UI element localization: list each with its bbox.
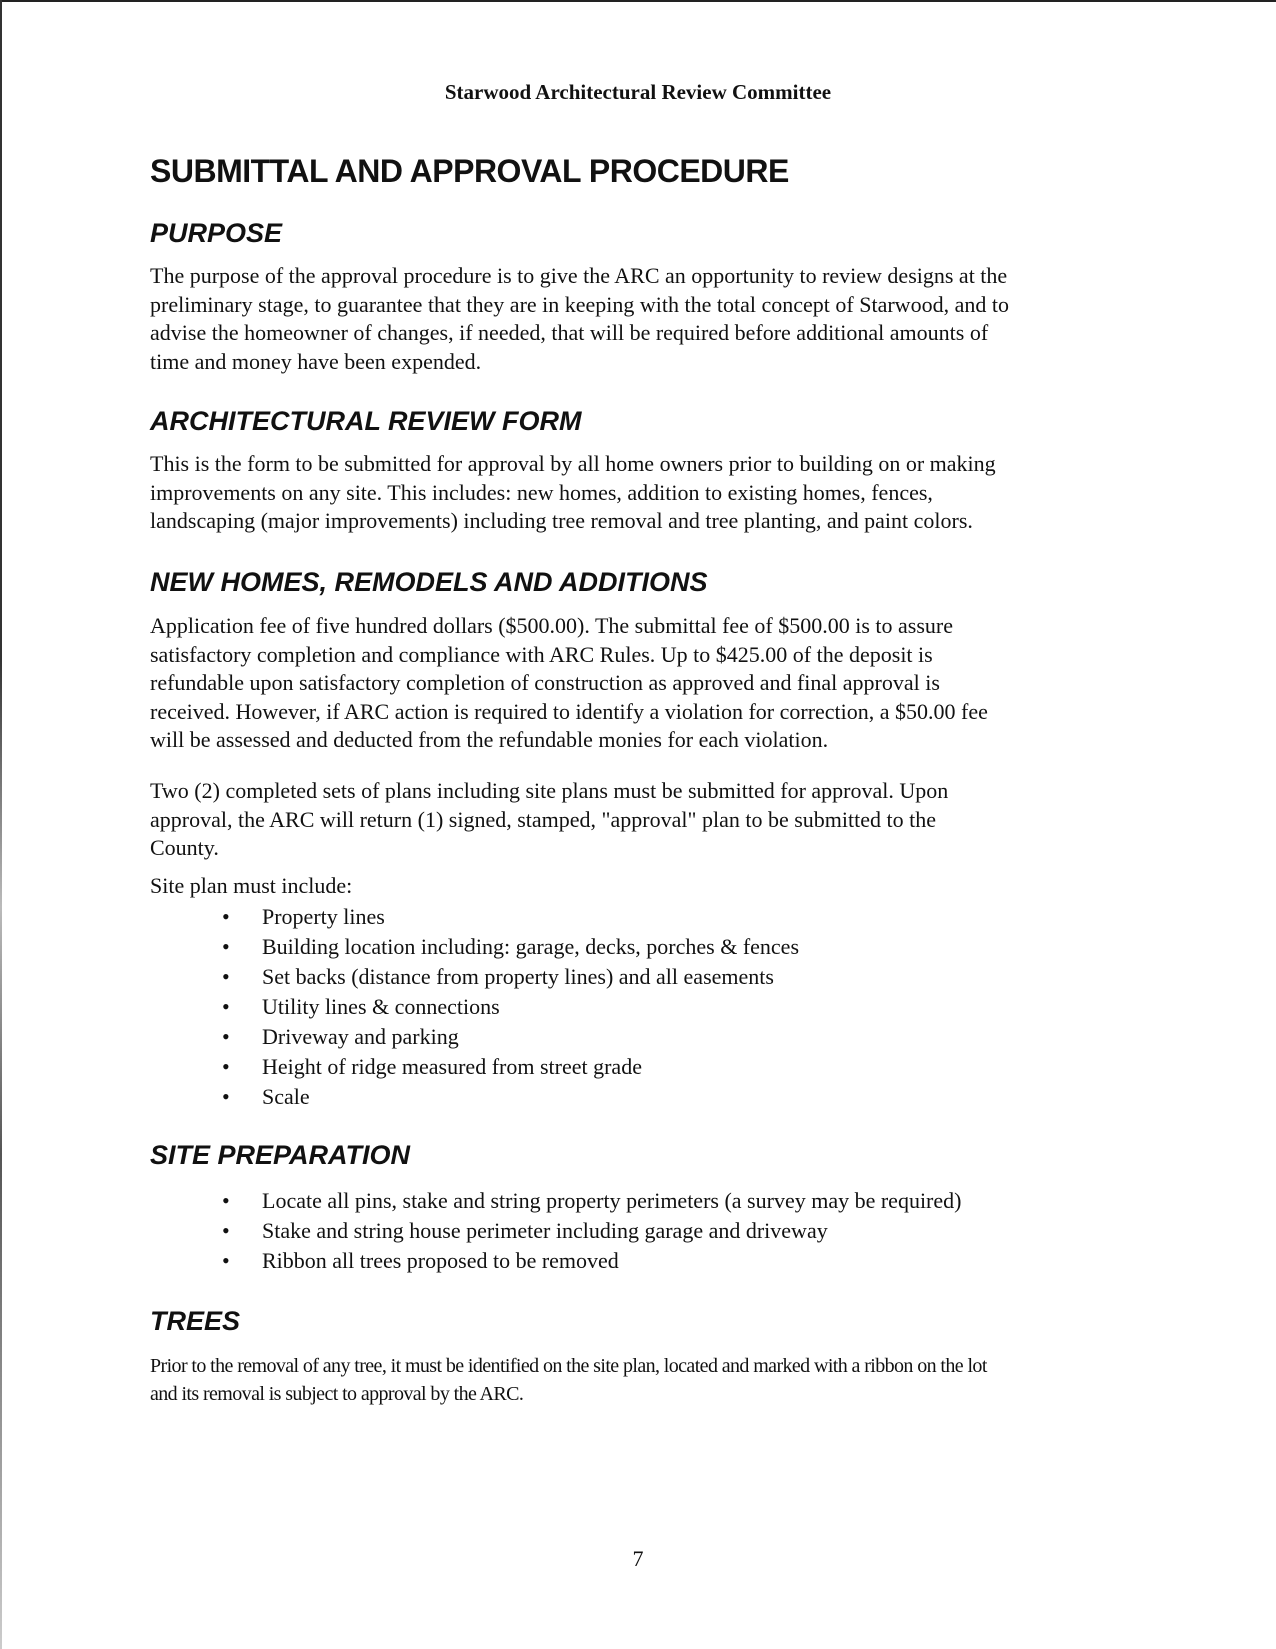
bullet-icon: • (222, 1084, 230, 1109)
bullet-icon: • (222, 1248, 230, 1273)
bullet-icon: • (222, 1188, 230, 1213)
paragraph-line: time and money have been expended. (150, 348, 482, 374)
paragraph-line: landscaping (major improvements) including tree removal and tree planting, and paint colors. (150, 508, 973, 533)
paragraph-line: satisfactory completion and compliance with ARC Rules. Up to $425.00 of the deposit is (150, 641, 933, 667)
paragraph-line: will be assessed and deducted from the refundable monies for each violation. (150, 727, 829, 752)
list-item (222, 1052, 799, 1082)
heading-new-homes: NEW HOMES, REMODELS AND ADDITIONS (150, 567, 708, 597)
paragraph-fees (150, 612, 1130, 755)
list-item (222, 1216, 961, 1246)
list-item (222, 1246, 961, 1276)
heading-review-form: ARCHITECTURAL REVIEW FORM (150, 406, 582, 436)
list-item-text: Utility lines & connections (262, 994, 500, 1019)
page-title: SUBMITTAL AND APPROVAL PROCEDURE (150, 153, 789, 189)
list-item-text: Driveway and parking (262, 1024, 459, 1049)
list-item-text: Property lines (262, 904, 385, 929)
bullet-icon: • (222, 994, 230, 1019)
list-item-text: Height of ridge measured from street grade (262, 1054, 642, 1079)
paragraph-line: This is the form to be submitted for approval by all home owners prior to building on or making (150, 451, 996, 476)
paragraph-line: refundable upon satisfactory completion of construction as approved and final approval is (150, 670, 940, 695)
paragraph-line: received. However, if ARC action is required to identify a violation for correction, a $50.00 fee (150, 698, 988, 724)
list-item (222, 1022, 799, 1052)
list-item-text: Stake and string house perimeter including garage and driveway (262, 1218, 828, 1243)
running-header: Starwood Architectural Review Committee (444, 80, 832, 104)
paragraph-line: approval, the ARC will return (1) signed, stamped, "approval" plan to be submitted to the (150, 806, 936, 832)
scan-edge-top (0, 0, 1276, 2)
site-plan-intro: Site plan must include: (150, 873, 353, 898)
site-plan-list (222, 902, 799, 1112)
paragraph-line: advise the homeowner of changes, if needed, that will be required before additional amounts of (150, 320, 989, 345)
heading-site-preparation: SITE PREPARATION (150, 1140, 411, 1170)
scan-edge-left (0, 0, 2, 1649)
paragraph-line: and its removal is subject to approval by the ARC. (150, 1383, 524, 1405)
heading-trees: TREES (150, 1306, 241, 1336)
paragraph-line: County. (150, 835, 219, 860)
heading-purpose: PURPOSE (150, 218, 283, 248)
site-preparation-list (222, 1186, 961, 1276)
list-item (222, 992, 799, 1022)
paragraph-line: improvements on any site. This includes: new homes, addition to existing homes, fences, (150, 479, 933, 505)
bullet-icon: • (222, 934, 230, 959)
list-item-text: Locate all pins, stake and string property perimeters (a survey may be required) (262, 1188, 962, 1213)
list-item (222, 962, 799, 992)
bullet-icon: • (222, 964, 230, 989)
bullet-icon: • (222, 904, 230, 929)
paragraph-trees (150, 1352, 1130, 1408)
paragraph-line: Application fee of five hundred dollars ($500.00). The submittal fee of $500.00 is to assure (150, 613, 954, 638)
list-item (222, 932, 799, 962)
paragraph-line: Prior to the removal of any tree, it must be identified on the site plan, located and marked with a ribbon on the lot (150, 1355, 987, 1377)
paragraph-line: preliminary stage, to guarantee that they are in keeping with the total concept of Starwood, and to (150, 291, 1009, 317)
list-item-text: Building location including: garage, decks, porches & fences (262, 934, 800, 959)
list-item (222, 902, 799, 932)
paragraph-line: The purpose of the approval procedure is to give the ARC an opportunity to review designs at the (150, 263, 1008, 288)
paragraph-review-form (150, 450, 1130, 536)
paragraph-line: Two (2) completed sets of plans including site plans must be submitted for approval. Upon (150, 778, 949, 803)
list-item-text: Ribbon all trees proposed to be removed (262, 1248, 619, 1273)
bullet-icon: • (222, 1218, 230, 1243)
bullet-icon: • (222, 1024, 230, 1049)
paragraph-plans (150, 777, 1130, 863)
bullet-icon: • (222, 1054, 230, 1079)
list-item-text: Scale (262, 1084, 310, 1109)
page-number: 7 (632, 1546, 644, 1571)
list-item-text: Set backs (distance from property lines) and all easements (262, 964, 774, 989)
list-item (222, 1186, 961, 1216)
list-item (222, 1082, 799, 1112)
paragraph-purpose (150, 262, 1130, 376)
